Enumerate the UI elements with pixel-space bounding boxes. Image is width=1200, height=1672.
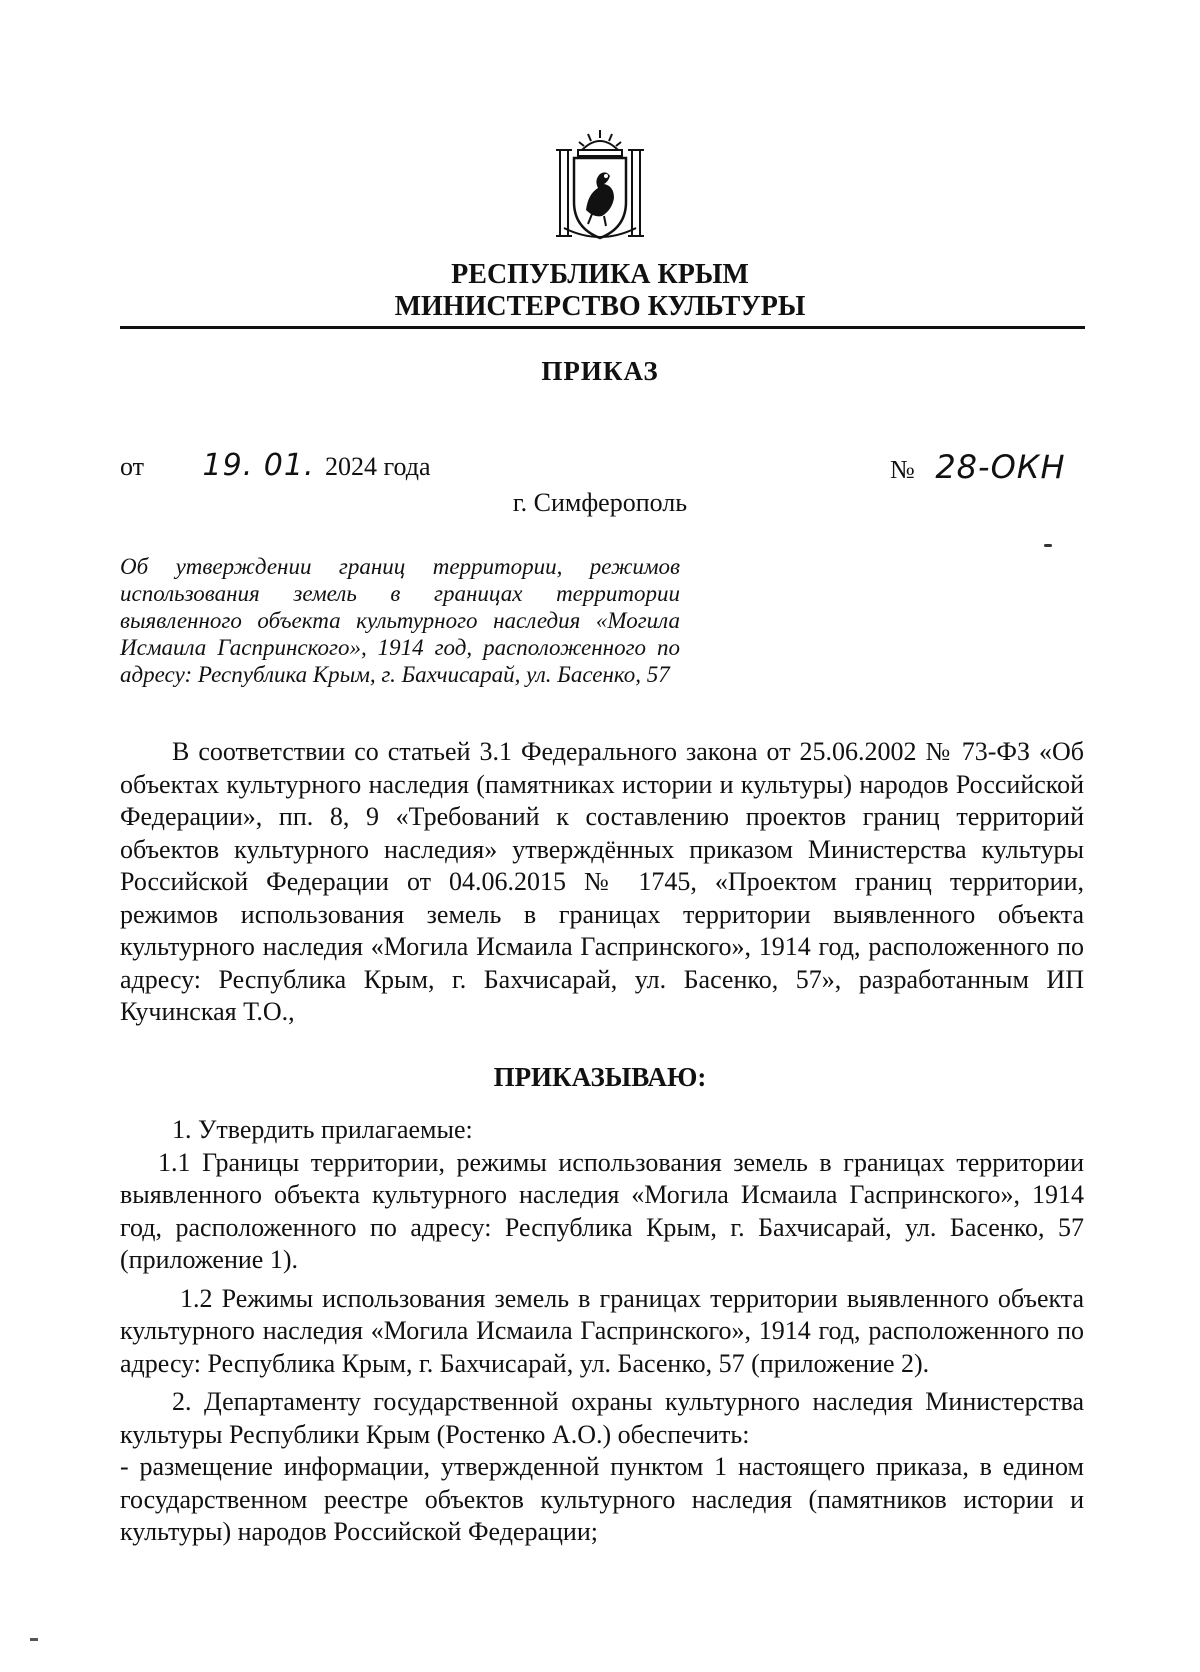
preamble-paragraph: В соответствии со статьей 3.1 Федерального закона от 25.06.2002 № 73-ФЗ «Об объектах культурного наследия (памятниках истории и культуры) народов Российской Федерации», пп. 8, 9 «Требований к составлению проектов границ территорий объектов культурного наследия» утверждённых приказом Министерства культуры Российской Федерации от 04.06.2015 № 1745, «Проектом границ территории, режимов использования земель в границах территории выявленного объекта культурного наследия «Могила Исмаила Гаспринского», 1914 год, расположенного по адресу: Республика Крым, г. Бахчисарай, ул. Басенко, 57», разработанным ИП Кучинская Т.О., <box>120 737 1084 1026</box>
edge-mark <box>30 1638 38 1641</box>
date-prefix: от <box>120 452 145 481</box>
republic-name: РЕСПУБЛИКА КРЫМ <box>451 259 749 290</box>
order-subject <box>120 553 680 688</box>
date-handwritten: 19. 01. <box>202 448 315 483</box>
item-2: 2. Департаменту государственной охраны культурного наследия Министерства культуры Республики Крым (Ростенко А.О.) обеспечить: <box>120 1387 1084 1449</box>
number-sign: № <box>890 455 915 484</box>
crimea-coat-of-arms-icon <box>548 124 652 244</box>
subject-line: адресу: Республика Крым, г. Бахчисарай, ул. Басенко, 57 <box>120 662 670 687</box>
stray-mark <box>1044 544 1052 547</box>
preamble <box>120 736 1084 1029</box>
order-items <box>120 1114 1084 1549</box>
order-word: ПРИКАЗЫВАЮ: <box>493 1062 707 1092</box>
subject-line: использования земель в границах территории <box>120 581 680 606</box>
date-suffix: 2024 года <box>325 452 431 481</box>
number-handwritten: 28-ОКН <box>935 448 1066 486</box>
item-2-dash: - размещение информации, утвержденной пунктом 1 настоящего приказа, в едином государственном реестре объектов культурного наследия (памятников истории и культуры) народов Российской Федерации; <box>120 1452 1084 1546</box>
subject-line: Исмаила Гаспринского», 1914 год, расположенного по <box>120 635 680 660</box>
ministry-name: МИНИСТЕРСТВО КУЛЬТУРЫ <box>394 291 806 322</box>
order-date <box>120 448 431 483</box>
item-1-1: 1.1 Границы территории, режимы использования земель в границах территории выявленного объекта культурного наследия «Могила Исмаила Гаспринского», 1914 год, расположенного по адресу: Республика Крым, г. Бахчисарай, ул. Басенко, 57 (приложение 1). <box>120 1147 1084 1274</box>
issue-city: г. Симферополь <box>512 488 688 517</box>
subject-line: Об утверждении границ территории, режимов <box>120 554 680 579</box>
header-divider <box>120 326 1085 329</box>
item-1-2: 1.2 Режимы использования земель в границах территории выявленного объекта культурного наследия «Могила Исмаила Гаспринского», 1914 год, расположенного по адресу: Республика Крым, г. Бахчисарай, ул. Басенко, 57 (приложение 2). <box>120 1283 1084 1378</box>
order-number <box>890 448 1066 486</box>
subject-line: выявленного объекта культурного наследия «Могила <box>120 608 680 633</box>
document-title: ПРИКАЗ <box>541 356 659 386</box>
item-1: 1. Утвердить прилагаемые: <box>172 1115 473 1144</box>
